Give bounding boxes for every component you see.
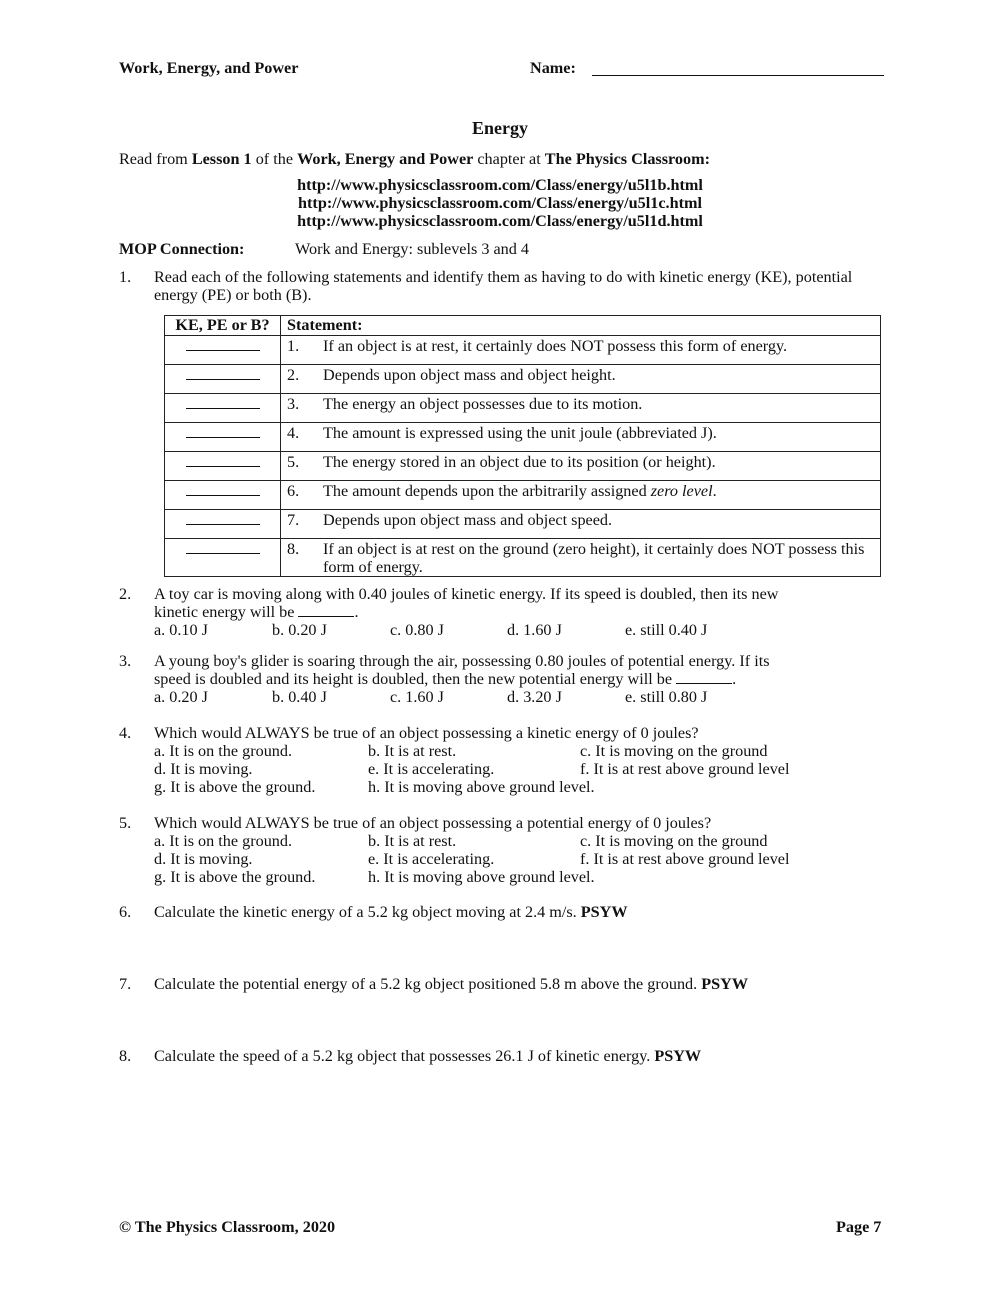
question-3: 3. A young boy's glider is soaring through the air, possessing 0.80 joules of potential energy. If its speed is doubled and its height is doubled, then the new potential energy will be . a. 0.20 J b. 0.40 J c. 1.60 J d. 3.20 J e. still 0.80 J: [119, 652, 889, 708]
table-row: 3. The energy an object possesses due to its motion.: [165, 394, 881, 423]
choice-d[interactable]: d. It is moving.: [154, 850, 253, 868]
answer-blank[interactable]: [186, 396, 260, 409]
choice-row: [154, 850, 889, 868]
url-link[interactable]: http://www.physicsclassroom.com/Class/energy/u5l1c.html: [298, 194, 702, 212]
choice-row: [154, 778, 889, 796]
choice-h[interactable]: h. It is moving above ground level.: [368, 868, 595, 886]
choice-a[interactable]: a. 0.20 J: [154, 688, 208, 706]
choice-d[interactable]: d. 3.20 J: [507, 688, 562, 706]
choice-d[interactable]: d. 1.60 J: [507, 621, 562, 639]
choice-c[interactable]: c. It is moving on the ground: [580, 742, 768, 760]
answer-blank[interactable]: [186, 512, 260, 525]
question-8: 8. Calculate the speed of a 5.2 kg object that possesses 26.1 J of kinetic energy. PSYW: [119, 1047, 702, 1065]
answer-blank[interactable]: [676, 670, 732, 684]
choice-row: [154, 621, 889, 639]
answer-blank[interactable]: [186, 483, 260, 496]
table-row: 1. If an object is at rest, it certainly does NOT possess this form of energy.: [165, 336, 881, 365]
table-header-row: [165, 316, 881, 336]
choice-a[interactable]: a. It is on the ground.: [154, 742, 293, 760]
choice-a[interactable]: a. It is on the ground.: [154, 832, 293, 850]
mop-text: Work and Energy: sublevels 3 and 4: [295, 240, 529, 258]
mop-connection: [119, 240, 529, 258]
table-row: 6. The amount depends upon the arbitrarily assigned zero level.: [165, 481, 881, 510]
choice-e[interactable]: e. It is accelerating.: [368, 850, 495, 868]
question-1-text: Read each of the following statements and identify them as having to do with kinetic energy (KE), potential energy (PE) or both (B).: [154, 268, 853, 304]
answer-blank[interactable]: [186, 541, 260, 554]
copyright: © The Physics Classroom, 2020: [119, 1218, 336, 1236]
choice-row: [154, 760, 889, 778]
choice-f[interactable]: f. It is at rest above ground level: [580, 850, 790, 868]
url-link[interactable]: http://www.physicsclassroom.com/Class/energy/u5l1b.html: [297, 176, 703, 194]
url-list: [0, 176, 1000, 230]
choice-b[interactable]: b. It is at rest.: [368, 742, 457, 760]
psyw-tag: PSYW: [580, 903, 628, 921]
choice-row: [154, 832, 889, 850]
choice-e[interactable]: e. still 0.80 J: [625, 688, 708, 706]
choice-row: [154, 868, 889, 886]
url-link[interactable]: http://www.physicsclassroom.com/Class/energy/u5l1d.html: [297, 212, 703, 230]
answer-blank[interactable]: [186, 454, 260, 467]
answer-blank[interactable]: [186, 425, 260, 438]
name-field-line[interactable]: [592, 75, 884, 76]
mop-label: MOP Connection:: [119, 240, 245, 258]
choice-a[interactable]: a. 0.10 J: [154, 621, 208, 639]
column-header-answer: KE, PE or B?: [165, 316, 281, 336]
psyw-tag: PSYW: [654, 1047, 702, 1065]
question-6: 6. Calculate the kinetic energy of a 5.2 kg object moving at 2.4 m/s. PSYW: [119, 903, 628, 921]
choice-b[interactable]: b. 0.20 J: [272, 621, 327, 639]
choice-f[interactable]: f. It is at rest above ground level: [580, 760, 790, 778]
choice-h[interactable]: h. It is moving above ground level.: [368, 778, 595, 796]
page-number: Page 7: [836, 1218, 882, 1236]
column-header-statement: Statement:: [281, 316, 881, 336]
worksheet-unit-title: Work, Energy, and Power: [119, 59, 299, 77]
table-row: 7. Depends upon object mass and object speed.: [165, 510, 881, 539]
choice-e[interactable]: e. It is accelerating.: [368, 760, 495, 778]
choice-row: [154, 688, 889, 706]
table-row: 2. Depends upon object mass and object height.: [165, 365, 881, 394]
name-label: Name:: [530, 59, 576, 77]
ke-pe-table: [164, 315, 881, 577]
choice-c[interactable]: c. It is moving on the ground: [580, 832, 768, 850]
choice-row: [154, 742, 889, 760]
question-1: 1. Read each of the following statements and identify them as having to do with kinetic energy (KE), potential energy (PE) or both (B).: [119, 268, 889, 308]
page-title: Energy: [472, 118, 528, 138]
question-5: 5. Which would ALWAYS be true of an object possessing a potential energy of 0 joules? a. It is on the ground. b. It is at rest. c. It is moving on the ground d. It is moving. e. It is accelerating. f. It is at rest above ground level g. It is above the ground. h. It is moving above ground level.: [119, 814, 889, 888]
choice-d[interactable]: d. It is moving.: [154, 760, 253, 778]
table-row: 4. The amount is expressed using the unit joule (abbreviated J).: [165, 423, 881, 452]
intro-text: Read from Lesson 1 of the Work, Energy and Power chapter at The Physics Classroom:: [119, 150, 710, 168]
question-7: 7. Calculate the potential energy of a 5.2 kg object positioned 5.8 m above the ground. PSYW: [119, 975, 749, 993]
question-4: 4. Which would ALWAYS be true of an object possessing a kinetic energy of 0 joules? a. It is on the ground. b. It is at rest. c. It is moving on the ground d. It is moving. e. It is accelerating. f. It is at rest above ground level g. It is above the ground. h. It is moving above ground level.: [119, 724, 889, 798]
answer-blank[interactable]: [186, 338, 260, 351]
answer-blank[interactable]: [298, 603, 354, 617]
table-row: 8. If an object is at rest on the ground (zero height), it certainly does NOT possess this form of energy.: [165, 539, 881, 577]
choice-c[interactable]: c. 0.80 J: [390, 621, 444, 639]
choice-b[interactable]: b. It is at rest.: [368, 832, 457, 850]
question-2: 2. A toy car is moving along with 0.40 joules of kinetic energy. If its speed is doubled, then its new kinetic energy will be . a. 0.10 J b. 0.20 J c. 0.80 J d. 1.60 J e. still 0.40 J: [119, 585, 889, 641]
choice-c[interactable]: c. 1.60 J: [390, 688, 444, 706]
answer-blank[interactable]: [186, 367, 260, 380]
psyw-tag: PSYW: [701, 975, 749, 993]
choice-g[interactable]: g. It is above the ground.: [154, 778, 316, 796]
choice-g[interactable]: g. It is above the ground.: [154, 868, 316, 886]
choice-b[interactable]: b. 0.40 J: [272, 688, 327, 706]
table-row: 5. The energy stored in an object due to its position (or height).: [165, 452, 881, 481]
choice-e[interactable]: e. still 0.40 J: [625, 621, 708, 639]
